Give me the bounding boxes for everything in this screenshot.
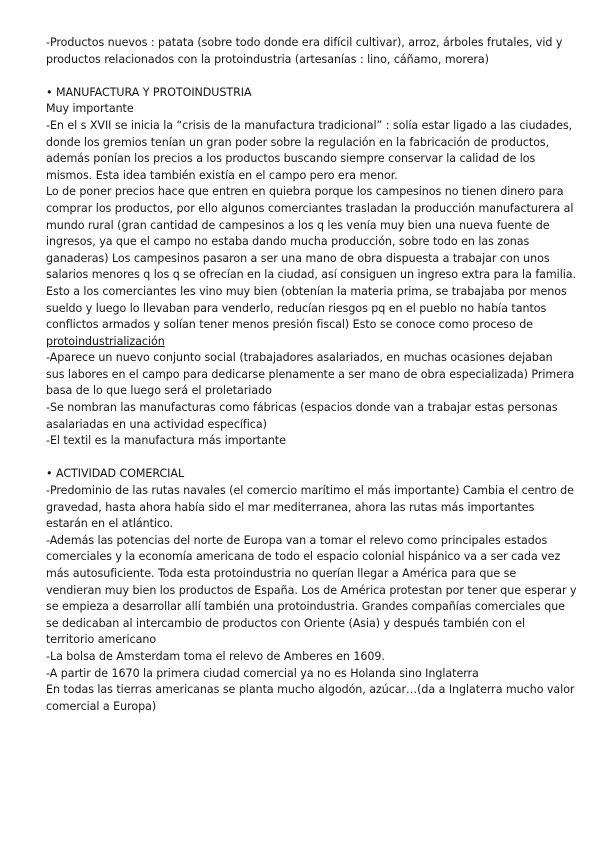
text-line: -Además las potencias del norte de Europa van a tomar el relevo como principales estados [46,533,548,547]
text-line: territorio americano [46,633,157,647]
text-line: -Predominio de las rutas navales (el comercio marítimo el más importante) Cambia el centro de [46,484,574,498]
text-line: En todas las tierras americanas se planta mucho algodón, azúcar…(da a Inglaterra mucho valor [46,683,575,697]
text-line: asalariadas en una actividad específica) [46,417,267,431]
text-line: gravedad, hasta ahora había sido el mar mediterranea, ahora las rutas más importantes [46,500,535,514]
text-line: Lo de poner precios hace que entren en quiebra porque los campesinos no tienen dinero para [46,185,564,199]
text-line: salarios menores q los q se ofrecían en la ciudad, así consiguen un ingreso extra para la familia. [46,268,576,282]
paragraph-new-products [46,35,566,68]
text-line: Esto a los comerciantes les vino muy bien (obtenían la materia prima, se trabajaba por menos [46,284,567,298]
text-line: estarán en el atlántico. [46,517,173,531]
text-line: más autosuficiente. Toda esta protoindustria no querían llegar a América para que se [46,567,517,580]
text-line: comprar los productos, por ello algunos comerciantes trasladan la producción manufacturera al [46,201,574,215]
text-line: -Productos nuevos : patata (sobre todo donde era difícil cultivar), arroz, árboles frutales, vid y [46,36,563,49]
text-line: donde los gremios tenían un gran poder sobre la regulación en la fabricación de productos, [46,135,550,149]
text-line: además ponían los precios a los productos buscando siempre conservar la calidad de los [46,152,536,166]
section-actividad-comercial [46,466,577,715]
text-line: ingresos, ya que el campo no estaba dando mucha producción, sobre todo en las zonas [46,235,530,249]
text-line: comerciales y la economía americana de todo el espacio colonial hispánico va a ser cada vez [46,550,561,564]
text-line: basa de lo que luego será el proletariado [46,384,272,398]
text-line: mundo rural (gran cantidad de campesinos a los q les venía muy bien una nueva fuente de [46,218,550,232]
underlined-term: protoindustrialización [46,334,165,348]
text-line: -Se nombran las manufacturas como fábricas (espacios donde van a trabajar estas personas [46,401,558,415]
text-line: mismos. Esta idea también existía en el campo pero era menor. [46,168,398,182]
paragraph-gap [46,450,566,467]
text-line: conflictos armados y solían tener menos presión fiscal) Esto se conoce como proceso de [46,318,533,332]
text-line: -El textil es la manufactura más importante [46,434,286,448]
text-line: vendieran muy bien los productos de España. Los de América protestan por tener que esperar y [46,583,577,597]
text-line: -La bolsa de Amsterdam toma el relevo de Amberes en 1609. [46,649,385,663]
text-line: sueldo y luego lo llevaban para venderlo, reducían riesgos pq en el pueblo no había tantos [46,301,547,315]
section-heading: • ACTIVIDAD COMERCIAL [46,467,185,481]
text-line: productos relacionados con la protoindustria (artesanías : lino, cáñamo, morera) [46,52,489,66]
text-line: Muy importante [46,102,134,116]
paragraph-gap [46,68,566,85]
underlined-line [46,334,566,351]
text-line: -En el s XVII se inicia la “crisis de la manufactura tradicional” : solía estar ligado a las ciudades, [46,118,573,132]
text-line: ganaderas) Los campesinos pasaron a ser una mano de obra dispuesta a trabajar con unos [46,251,550,265]
text-line: comercial a Europa) [46,699,157,713]
document-page [46,35,577,715]
section-manufactura [46,85,576,450]
text-line: -Aparece un nuevo conjunto social (trabajadores asalariados, en muchas ocasiones dejaban [46,351,553,365]
text-line: se dedicaban al intercambio de productos con Oriente (Asia) y después también con el [46,616,526,630]
text-line: -A partir de 1670 la primera ciudad comercial ya no es Holanda sino Inglaterra [46,666,479,680]
text-line: se empieza a desarrollar allí también una protoindustria. Grandes compañías comerciales que [46,600,565,614]
section-heading: • MANUFACTURA Y PROTOINDUSTRIA [46,85,252,99]
text-line: sus labores en el campo para dedicarse plenamente a ser mano de obra especializada) Primera [46,367,575,381]
